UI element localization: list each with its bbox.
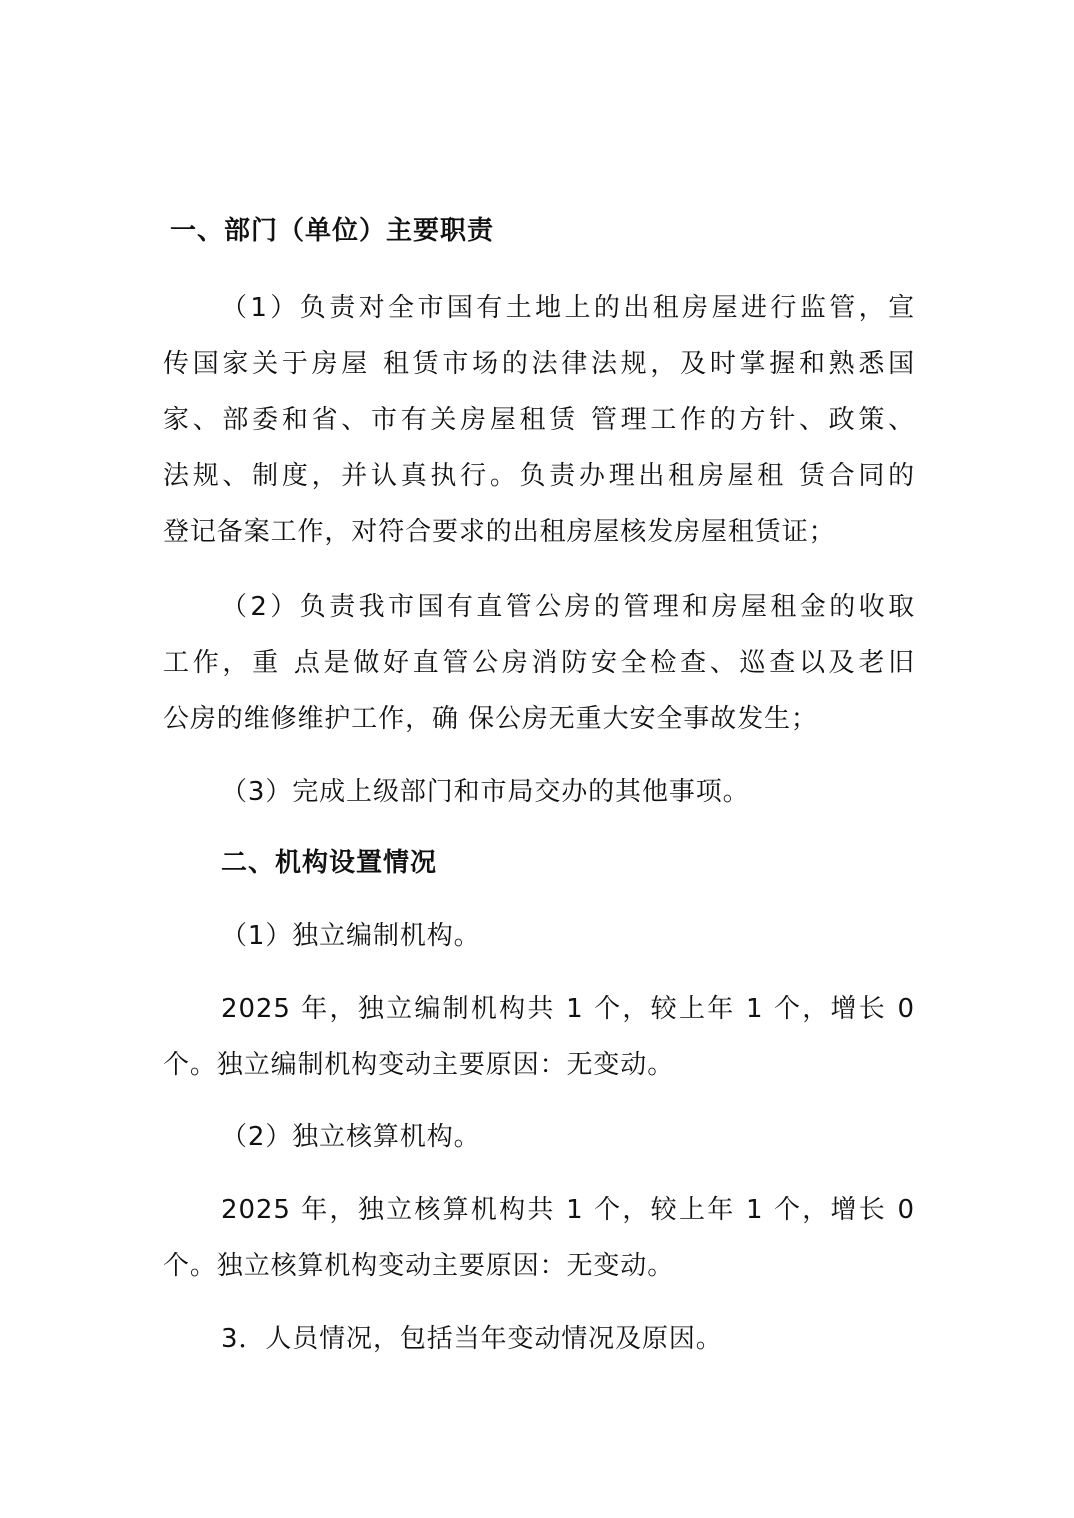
section-title-main-duties: 一、部门（单位）主要职责 (170, 216, 495, 246)
section-title-organization: 二、机构设置情况 (221, 848, 438, 878)
duty-2-line-3: 公房的维修维护工作，确 保公房无重大安全事故发生； (163, 704, 818, 734)
duty-2-line-2: 工作，重 点是做好直管公房消防安全检查、巡查以及老旧 (163, 648, 915, 678)
duty-2-line-1: （2）负责我市国有直管公房的管理和房屋租金的收取 (221, 592, 915, 622)
independent-staffing-line-2: 个。独立编制机构变动主要原因：无变动。 (163, 1050, 675, 1080)
duty-1-line-3: 家、部委和省、市有关房屋租赁 管理工作的方针、政策、 (163, 405, 915, 435)
duty-1-line-2: 传国家关于房屋 租赁市场的法律法规，及时掌握和熟悉国 (163, 349, 915, 379)
subsection-personnel-heading: 3．人员情况，包括当年变动情况及原因。 (221, 1324, 723, 1354)
duty-1-line-1: （1）负责对全市国有土地上的出租房屋进行监管，宣 (221, 293, 915, 323)
subsection-independent-accounting-heading: （2）独立核算机构。 (221, 1122, 481, 1152)
independent-accounting-line-1: 2025 年，独立核算机构共 1 个，较上年 1 个，增长 0 (221, 1195, 915, 1225)
duty-1-line-5: 登记备案工作，对符合要求的出租房屋核发房屋租赁证； (163, 517, 836, 547)
independent-staffing-line-1: 2025 年，独立编制机构共 1 个，较上年 1 个，增长 0 (221, 994, 915, 1024)
duty-3-line-1: （3）完成上级部门和市局交办的其他事项。 (221, 777, 750, 807)
independent-accounting-line-2: 个。独立核算机构变动主要原因：无变动。 (163, 1251, 675, 1281)
subsection-independent-staffing-heading: （1）独立编制机构。 (221, 921, 481, 951)
duty-1-line-4: 法规、制度，并认真执行。负责办理出租房屋租 赁合同的 (163, 461, 915, 491)
